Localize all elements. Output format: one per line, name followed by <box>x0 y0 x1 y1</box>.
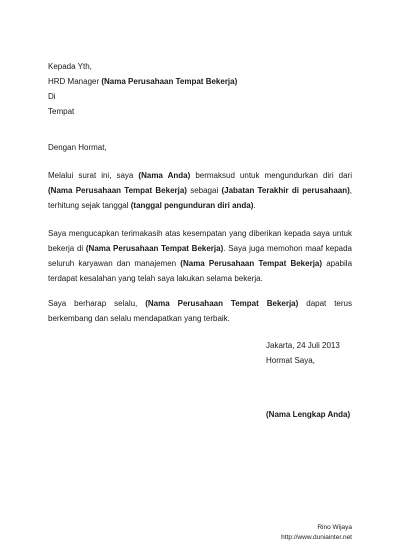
p1-text: sebagai <box>186 186 222 195</box>
p2-text: . Saya juga memohon maaf kepada <box>223 244 352 253</box>
p3-line-1 <box>48 299 352 309</box>
address-line-1: Kepada Yth, <box>48 62 92 71</box>
p1-line-1 <box>48 171 352 181</box>
address-line-2 <box>48 77 237 87</box>
p1-line-2 <box>48 186 352 196</box>
date-placeholder: (tanggal pengunduran diri anda) <box>130 201 254 210</box>
signature-name: (Nama Lengkap Anda) <box>266 410 351 419</box>
company-placeholder: (Nama Perusahaan Tempat Bekerja) <box>85 244 224 253</box>
p1-text: Melalui surat ini, saya <box>48 171 139 180</box>
p3-text: Saya berharap selalu, <box>48 299 146 308</box>
p3-line-2: berkembang dan selalu mendapatkan yang terbaik. <box>48 314 230 323</box>
position-placeholder: (Jabatan Terakhir di perusahaan) <box>221 186 350 195</box>
footer-author: Rino Wijaya <box>317 524 352 531</box>
company-placeholder: (Nama Perusahaan Tempat Bekerja) <box>180 259 323 268</box>
p2-text: apabila <box>322 259 353 268</box>
closing-regards: Hormat Saya, <box>266 356 315 365</box>
footer-url: http://www.duniainter.net <box>281 534 352 541</box>
address-line-4: Tempat <box>48 107 75 116</box>
p3-text: dapat terus <box>298 299 352 308</box>
name-placeholder: (Nama Anda) <box>138 171 191 180</box>
p2-line-4: terdapat kesalahan yang telah saya lakukan selama bekerja. <box>48 274 263 283</box>
greeting: Dengan Hormat, <box>48 143 107 152</box>
place-date: Jakarta, 24 Juli 2013 <box>266 341 340 350</box>
p1-text: , <box>349 186 352 195</box>
p2-text: bekerja di <box>48 244 86 253</box>
p2-text: seluruh karyawan dan manajemen <box>48 259 181 268</box>
company-placeholder: (Nama Perusahaan Tempat Bekerja) <box>48 186 187 195</box>
address-company-placeholder: (Nama Perusahaan Tempat Bekerja) <box>101 77 238 86</box>
p1-line-3 <box>48 201 256 211</box>
p1-text: terhitung sejak tanggal <box>48 201 131 210</box>
p2-line-2 <box>48 244 352 254</box>
company-placeholder: (Nama Perusahaan Tempat Bekerja) <box>145 299 299 308</box>
p2-line-3 <box>48 259 352 269</box>
p1-text: bermaksud untuk mengundurkan diri dari <box>190 171 352 180</box>
p1-text: . <box>253 201 256 210</box>
p2-line-1: Saya mengucapkan terimakasih atas kesempatan yang diberikan kepada saya untuk <box>48 229 352 238</box>
address-recipient-role: HRD Manager <box>48 77 102 86</box>
address-line-3: Di <box>48 92 56 101</box>
